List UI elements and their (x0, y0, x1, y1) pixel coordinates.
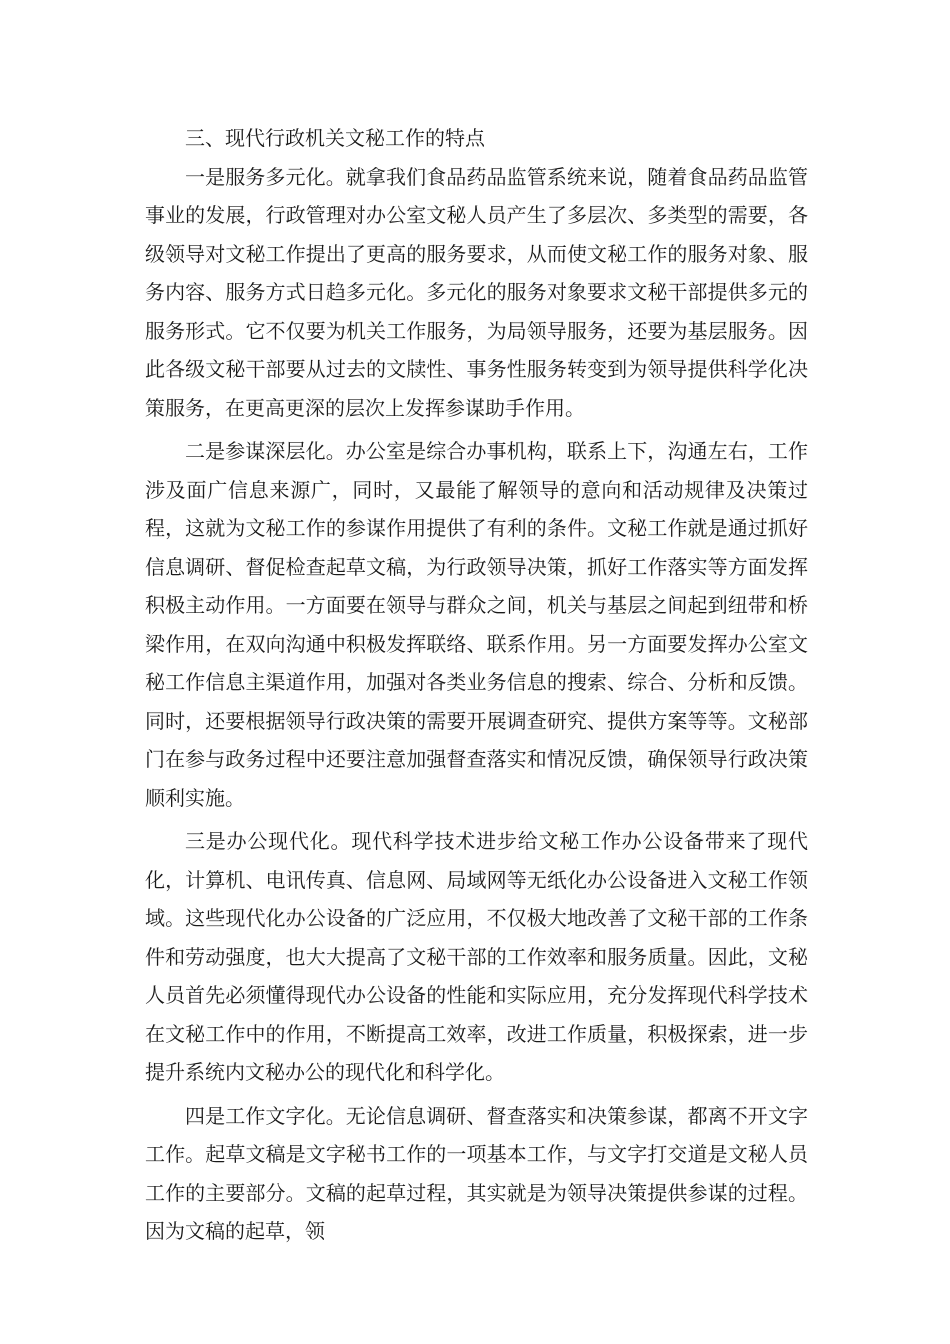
paragraph-service: 一是服务多元化。就拿我们食品药品监管系统来说，随着食品药品监管事业的发展，行政管理对办公室文秘人员产生了多层次、多类型的需要，各级领导对文秘工作提出了更高的服务要求，从而使文秘工作的服务对象、服务内容、服务方式日趋多元化。多元化的服务对象要求文秘干部提供多元的服务形式。它不仅要为机关工作服务，为局领导服务，还要为基层服务。因此各级文秘干部要从过去的文牍性、事务性服务转变到为领导提供科学化决策服务，在更高更深的层次上发挥参谋助手作用。 (145, 164, 808, 420)
document-body (145, 119, 808, 1251)
section-heading: 三、现代行政机关文秘工作的特点 (185, 126, 485, 150)
paragraph-writing: 四是工作文字化。无论信息调研、督查落实和决策参谋，都离不开文字工作。起草文稿是文字秘书工作的一项基本工作，与文字打交道是文秘人员工作的主要部分。文稿的起草过程，其实就是为领导决策提供参谋的过程。因为文稿的起草，领 (145, 1103, 808, 1243)
paragraph-advisory: 二是参谋深层化。办公室是综合办事机构，联系上下，沟通左右，工作涉及面广信息来源广，同时，又最能了解领导的意向和活动规律及决策过程，这就为文秘工作的参谋作用提供了有利的条件。文秘工作就是通过抓好信息调研、督促检查起草文稿，为行政领导决策，抓好工作落实等方面发挥积极主动作用。一方面要在领导与群众之间，机关与基层之间起到纽带和桥梁作用，在双向沟通中积极发挥联络、联系作用。另一方面要发挥办公室文秘工作信息主渠道作用，加强对各类业务信息的搜索、综合、分析和反馈。同时，还要根据领导行政决策的需要开展调查研究、提供方案等等。文秘部门在参与政务过程中还要注意加强督查落实和情况反馈，确保领导行政决策顺利实施。 (145, 439, 808, 810)
paragraph-modernization: 三是办公现代化。现代科学技术进步给文秘工作办公设备带来了现代化，计算机、电讯传真、信息网、局域网等无纸化办公设备进入文秘工作领域。这些现代化办公设备的广泛应用，不仅极大地改善了文秘干部的工作条件和劳动强度，也大大提高了文秘干部的工作效率和服务质量。因此，文秘人员首先必须懂得现代办公设备的性能和实际应用，充分发挥现代科学技术在文秘工作中的作用，不断提高工效率，改进工作质量，积极探索，进一步提升系统内文秘办公的现代化和科学化。 (145, 829, 808, 1084)
